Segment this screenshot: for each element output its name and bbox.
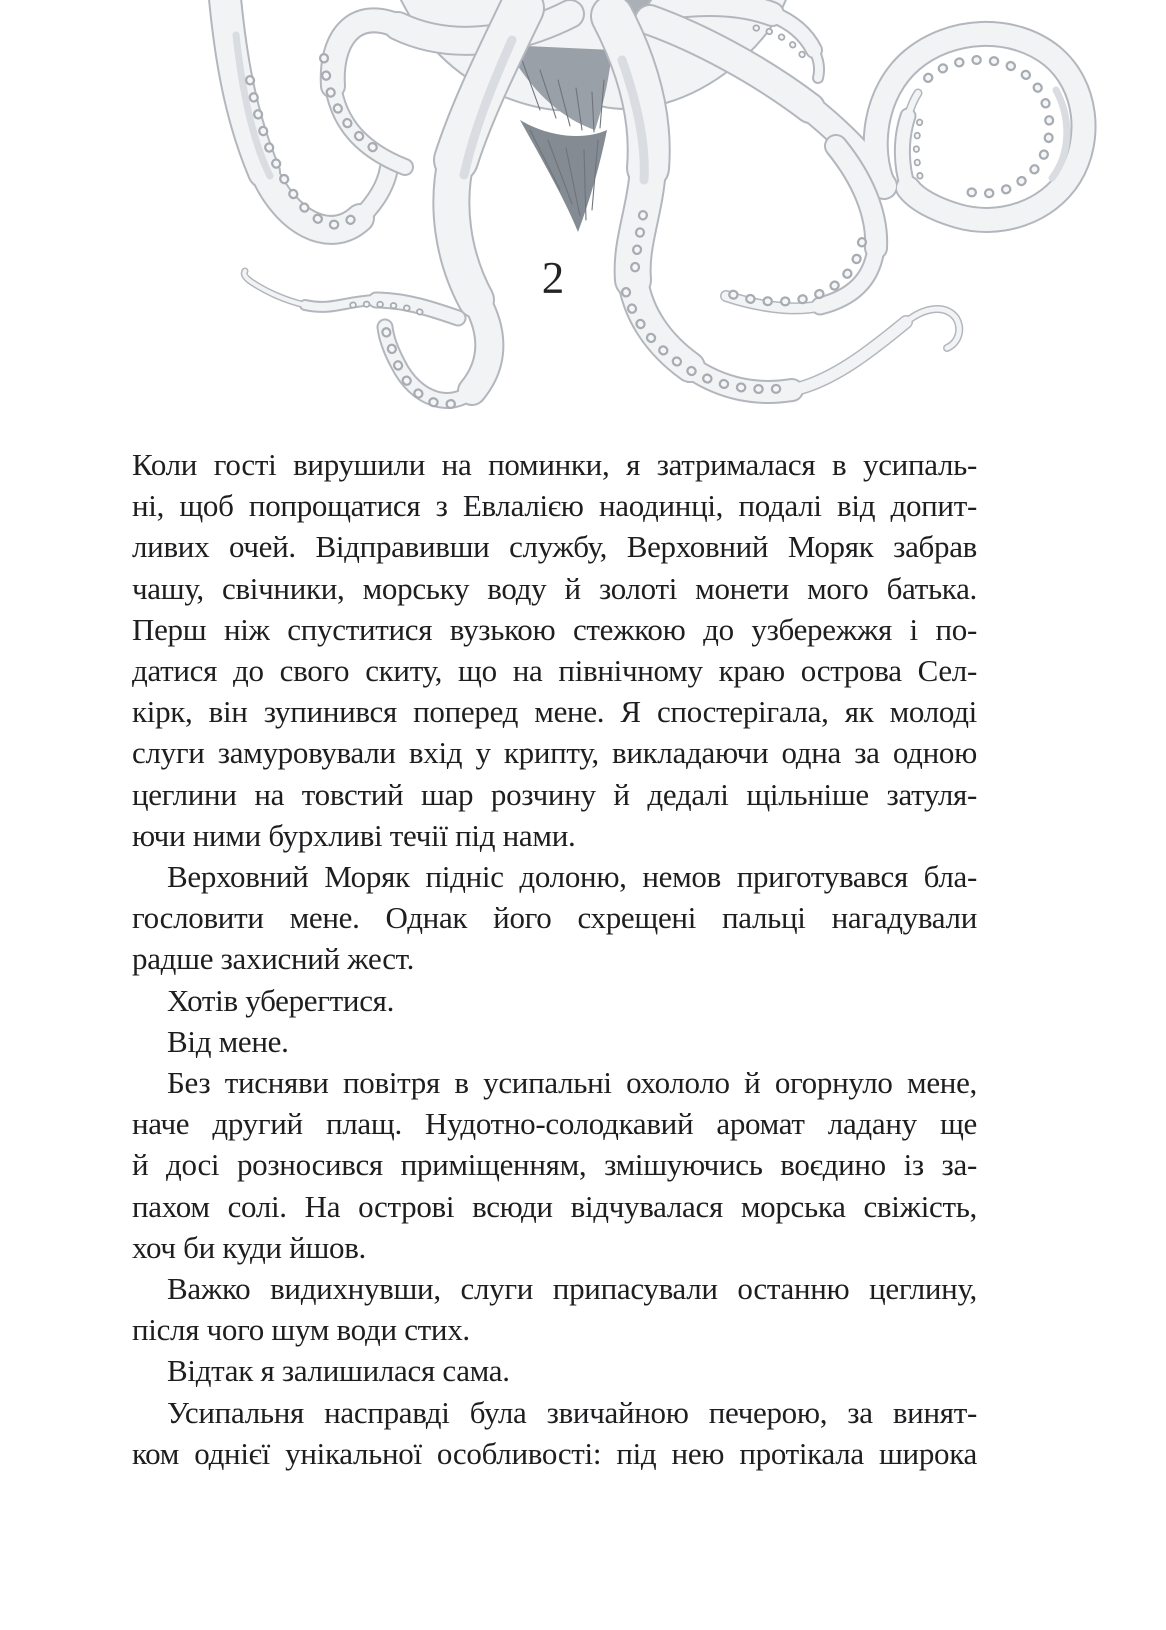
text-line: слуги замуровували вхід у крипту, викладаючи одна за одною (132, 735, 977, 771)
text-line: датися до свого скиту, що на північному краю острова Сел- (132, 653, 977, 689)
chapter-number: 2 (541, 253, 565, 303)
text-line: ючи ними бурхливі течії під нами. (132, 817, 576, 853)
text-line: Важко видихнувши, слуги припасували останню цеглину, (167, 1271, 977, 1307)
text-line: ні, щоб попрощатися з Евлалією наодинці, подалі від допит- (132, 488, 977, 524)
text-line: Без тисняви повітря в усипальні охололо й огорнуло мене, (167, 1065, 977, 1101)
text-line: цеглини на товстий шар розчину й дедалі щільніше затуля- (132, 776, 977, 812)
text-line: наче другий плащ. Нудотно-солодкавий аромат ладану ще (132, 1106, 977, 1142)
chapter-text (132, 444, 977, 1474)
text-line: Хотів уберегтися. (167, 982, 395, 1018)
text-line: пахом солі. На острові всюди відчувалася морська свіжість, (132, 1188, 977, 1224)
text-line: гословити мене. Однак його схрещені пальці нагадували (132, 900, 977, 936)
text-line: Коли гості вирушили на поминки, я затрималася в усипаль- (132, 447, 977, 482)
text-line: чашу, свічники, морську воду й золоті монети мого батька. (132, 570, 977, 606)
text-line: після чого шум води стих. (132, 1312, 470, 1348)
text-line: Від мене. (167, 1023, 289, 1059)
octopus-illustration (0, 0, 1166, 470)
octopus-arm (726, 146, 876, 308)
text-line: Перш ніж спуститися вузькою стежкою до узбережжя і по- (132, 611, 977, 647)
text-line: Відтак я залишилася сама. (167, 1353, 510, 1389)
text-line: Усипальня насправді була звичайною печерою, за винят- (167, 1394, 977, 1430)
text-line: радше захисний жест. (132, 941, 415, 977)
text-line: Верховний Моряк підніс долоню, немов приготувався бла- (167, 859, 977, 895)
text-line: ком однієї унікальної особливості: під нею протікала широка (132, 1435, 977, 1471)
text-line: ливих очей. Відправивши службу, Верховний Моряк забрав (132, 529, 977, 565)
text-line: й досі розносився приміщенням, змішуючись воєдино із за- (132, 1147, 977, 1183)
text-line: кірк, він зупинився поперед мене. Я спостерігала, як молоді (132, 694, 977, 730)
octopus-arm (244, 271, 458, 318)
text-line: хоч би куди йшов. (132, 1229, 366, 1265)
